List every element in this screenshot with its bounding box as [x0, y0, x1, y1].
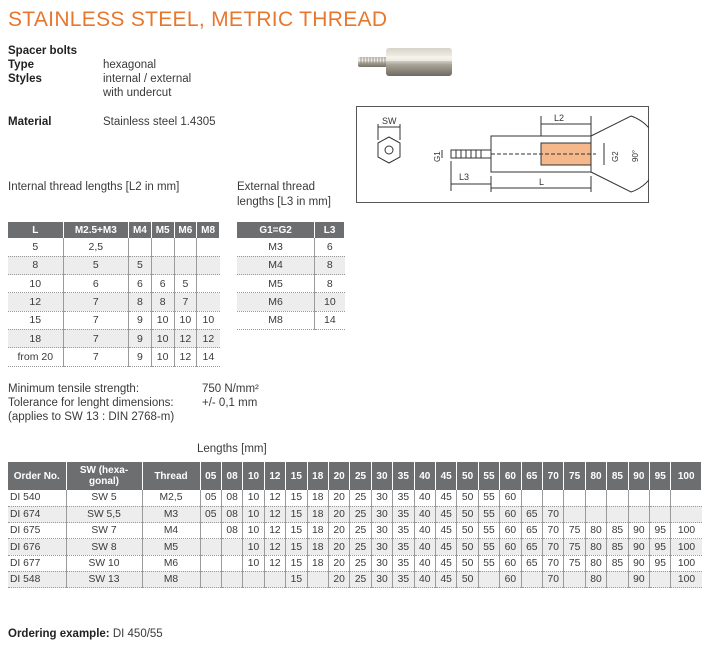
- table-header-row: [237, 222, 345, 238]
- length-cell: 10: [243, 490, 264, 506]
- length-cell: 50: [457, 555, 478, 571]
- table-cell: M4: [237, 256, 315, 274]
- length-cell: 08: [221, 490, 242, 506]
- thread-size: M6: [142, 555, 200, 571]
- length-cell: 45: [435, 523, 456, 539]
- g2-label: G2: [611, 151, 620, 162]
- length-header: 85: [607, 462, 628, 490]
- length-cell: [585, 490, 606, 506]
- length-cell: 70: [543, 571, 564, 587]
- type-value: hexagonal: [103, 59, 157, 71]
- angle-label: 90°: [631, 149, 640, 162]
- table-cell: M3: [237, 238, 315, 256]
- table-cell: [151, 238, 174, 256]
- length-cell: 18: [307, 523, 328, 539]
- table-cell: 9: [129, 311, 152, 329]
- thread-size: M2,5: [142, 490, 200, 506]
- length-cell: [607, 490, 628, 506]
- length-cell: 15: [286, 506, 307, 522]
- length-header: 20: [328, 462, 349, 490]
- sw-size: SW 5,5: [66, 506, 142, 522]
- length-cell: 50: [457, 539, 478, 555]
- table-cell: 8: [315, 275, 345, 293]
- tensile-value: 750 N/mm²: [202, 383, 259, 395]
- length-cell: 25: [350, 490, 371, 506]
- length-cell: 95: [650, 539, 671, 555]
- styles-value-2: with undercut: [103, 87, 172, 99]
- page-title: STAINLESS STEEL, METRIC THREAD: [8, 8, 388, 31]
- length-cell: [650, 571, 671, 587]
- table-cell: 6: [129, 275, 152, 293]
- length-cell: 70: [543, 539, 564, 555]
- table-cell: 12: [8, 293, 63, 311]
- length-cell: 40: [414, 571, 435, 587]
- table-cell: 10: [174, 311, 197, 329]
- length-cell: 12: [264, 506, 285, 522]
- table-cell: 10: [315, 293, 345, 311]
- length-header: 10: [243, 462, 264, 490]
- length-header: 08: [221, 462, 242, 490]
- table-row: [8, 311, 220, 329]
- table-cell: [174, 238, 197, 256]
- length-cell: 10: [243, 539, 264, 555]
- table-cell: 7: [63, 329, 129, 347]
- length-cell: 90: [628, 571, 649, 587]
- length-cell: [671, 506, 702, 522]
- table-row: [8, 293, 220, 311]
- length-cell: 100: [671, 539, 702, 555]
- table-cell: 9: [129, 329, 152, 347]
- length-cell: 40: [414, 490, 435, 506]
- column-header: L: [8, 222, 63, 238]
- length-cell: 15: [286, 523, 307, 539]
- length-cell: 10: [243, 555, 264, 571]
- length-cell: [564, 506, 585, 522]
- length-cell: 90: [628, 555, 649, 571]
- table-cell: 14: [197, 348, 220, 366]
- length-cell: 70: [543, 555, 564, 571]
- table-cell: M6: [237, 293, 315, 311]
- length-cell: [264, 571, 285, 587]
- length-cell: 60: [500, 555, 521, 571]
- table-cell: 10: [8, 275, 63, 293]
- table-cell: 10: [197, 311, 220, 329]
- length-header: 100: [671, 462, 702, 490]
- table-cell: 10: [151, 329, 174, 347]
- length-cell: 70: [543, 506, 564, 522]
- length-cell: [564, 490, 585, 506]
- length-cell: 95: [650, 523, 671, 539]
- length-cell: 100: [671, 523, 702, 539]
- length-cell: [521, 490, 542, 506]
- table-cell: 2,5: [63, 238, 129, 256]
- table-row: [8, 348, 220, 366]
- length-cell: 12: [264, 490, 285, 506]
- material-label: Material: [8, 116, 52, 128]
- tolerance-value: +/- 0,1 mm: [202, 397, 258, 409]
- length-cell: 70: [543, 523, 564, 539]
- length-cell: 12: [264, 539, 285, 555]
- table-row: [8, 490, 702, 506]
- table-cell: 5: [129, 256, 152, 274]
- length-cell: 12: [264, 555, 285, 571]
- order-number: DI 548: [8, 571, 66, 587]
- table-row: [237, 311, 345, 329]
- length-cell: [221, 555, 242, 571]
- table-row: [8, 555, 702, 571]
- table-cell: 6: [315, 238, 345, 256]
- length-cell: 18: [307, 490, 328, 506]
- table-cell: 10: [151, 348, 174, 366]
- length-cell: 80: [585, 539, 606, 555]
- length-cell: 55: [478, 523, 499, 539]
- type-label: Type: [8, 59, 34, 71]
- length-cell: 50: [457, 490, 478, 506]
- sw-size: SW 8: [66, 539, 142, 555]
- table-row: [237, 256, 345, 274]
- col-order-no: Order No.: [8, 462, 66, 490]
- length-cell: [607, 506, 628, 522]
- table-cell: 15: [8, 311, 63, 329]
- length-cell: 60: [500, 571, 521, 587]
- table-cell: from 20: [8, 348, 63, 366]
- table-cell: 14: [315, 311, 345, 329]
- length-cell: 50: [457, 571, 478, 587]
- table-cell: 18: [8, 329, 63, 347]
- length-cell: 35: [393, 523, 414, 539]
- length-cell: [543, 490, 564, 506]
- length-cell: [521, 571, 542, 587]
- length-cell: 100: [671, 555, 702, 571]
- table-cell: [174, 256, 197, 274]
- length-cell: 75: [564, 523, 585, 539]
- length-cell: 85: [607, 523, 628, 539]
- length-cell: [221, 571, 242, 587]
- column-header: M5: [151, 222, 174, 238]
- length-header: 70: [543, 462, 564, 490]
- column-header: M8: [197, 222, 220, 238]
- length-header: 18: [307, 462, 328, 490]
- ordering-example: [8, 627, 163, 641]
- thread-size: M8: [142, 571, 200, 587]
- length-header: 55: [478, 462, 499, 490]
- length-cell: 100: [671, 571, 702, 587]
- table-cell: 12: [174, 329, 197, 347]
- length-cell: 80: [585, 523, 606, 539]
- length-cell: [671, 490, 702, 506]
- length-cell: 55: [478, 490, 499, 506]
- order-number: DI 675: [8, 523, 66, 539]
- styles-label: Styles: [8, 73, 42, 85]
- length-cell: 18: [307, 506, 328, 522]
- length-cell: 55: [478, 506, 499, 522]
- table-header-row: [8, 222, 220, 238]
- length-cell: 65: [521, 555, 542, 571]
- table-cell: 5: [63, 256, 129, 274]
- length-cell: 10: [243, 523, 264, 539]
- styles-value-1: internal / external: [103, 73, 192, 85]
- length-header: 95: [650, 462, 671, 490]
- internal-heading: Internal thread lengths [L2 in mm]: [8, 181, 180, 193]
- length-cell: [307, 571, 328, 587]
- table-row: [8, 256, 220, 274]
- table-row: [8, 329, 220, 347]
- sw-size: SW 5: [66, 490, 142, 506]
- thread-size: M4: [142, 523, 200, 539]
- length-header: 75: [564, 462, 585, 490]
- length-cell: 50: [457, 523, 478, 539]
- length-cell: [200, 555, 221, 571]
- length-header: 45: [435, 462, 456, 490]
- tolerance-label: Tolerance for lenght dimensions:: [8, 397, 174, 409]
- internal-thread-table: [8, 222, 220, 367]
- length-cell: 90: [628, 539, 649, 555]
- length-cell: 95: [650, 555, 671, 571]
- length-cell: 40: [414, 523, 435, 539]
- table-cell: M5: [237, 275, 315, 293]
- table-cell: 8: [151, 293, 174, 311]
- length-cell: 60: [500, 539, 521, 555]
- length-cell: [243, 571, 264, 587]
- table-row: [237, 238, 345, 256]
- l-label: L: [539, 177, 545, 187]
- length-cell: 08: [221, 523, 242, 539]
- table-cell: 5: [174, 275, 197, 293]
- order-number: DI 677: [8, 555, 66, 571]
- length-cell: 80: [585, 555, 606, 571]
- table-cell: [197, 238, 220, 256]
- col-sw: SW (hexa- gonal): [66, 462, 142, 490]
- length-cell: 20: [328, 490, 349, 506]
- length-cell: 15: [286, 555, 307, 571]
- column-header: M2.5+M3: [63, 222, 129, 238]
- length-cell: [585, 506, 606, 522]
- table-row: [8, 238, 220, 256]
- length-header: 65: [521, 462, 542, 490]
- table-cell: [197, 275, 220, 293]
- length-cell: 90: [628, 523, 649, 539]
- length-cell: 15: [286, 490, 307, 506]
- spacer-bolt-image: [350, 42, 460, 82]
- length-cell: 50: [457, 506, 478, 522]
- length-cell: [200, 571, 221, 587]
- length-cell: 75: [564, 555, 585, 571]
- length-cell: 35: [393, 506, 414, 522]
- ordering-value: DI 450/55: [112, 628, 163, 640]
- length-header: 25: [350, 462, 371, 490]
- length-cell: [200, 523, 221, 539]
- length-cell: 25: [350, 539, 371, 555]
- product-label: Spacer bolts: [8, 45, 78, 57]
- table-row: [8, 523, 702, 539]
- length-cell: 25: [350, 571, 371, 587]
- length-cell: 45: [435, 539, 456, 555]
- tensile-label: Minimum tensile strength:: [8, 383, 140, 395]
- column-header: L3: [315, 222, 345, 238]
- length-cell: 30: [371, 523, 392, 539]
- length-cell: 20: [328, 539, 349, 555]
- length-cell: 35: [393, 490, 414, 506]
- length-header: 40: [414, 462, 435, 490]
- length-cell: 10: [243, 506, 264, 522]
- length-cell: 55: [478, 539, 499, 555]
- table-row: [8, 571, 702, 587]
- table-cell: [151, 256, 174, 274]
- length-header: 35: [393, 462, 414, 490]
- length-header: 12: [264, 462, 285, 490]
- length-cell: 08: [221, 506, 242, 522]
- sw-size: SW 10: [66, 555, 142, 571]
- length-cell: 15: [286, 539, 307, 555]
- table-cell: 8: [129, 293, 152, 311]
- length-cell: 18: [307, 555, 328, 571]
- length-cell: 55: [478, 555, 499, 571]
- external-heading-1: External thread: [237, 181, 315, 193]
- sw-size: SW 7: [66, 523, 142, 539]
- lengths-caption: Lengths [mm]: [197, 443, 267, 455]
- column-header: G1=G2: [237, 222, 315, 238]
- order-number: DI 676: [8, 539, 66, 555]
- length-cell: 20: [328, 506, 349, 522]
- length-cell: 20: [328, 523, 349, 539]
- external-thread-table: [237, 222, 345, 330]
- length-cell: 60: [500, 490, 521, 506]
- sw-label: SW: [382, 116, 397, 126]
- table-cell: 7: [63, 293, 129, 311]
- material-value: Stainless steel 1.4305: [103, 116, 216, 128]
- length-cell: 20: [328, 571, 349, 587]
- table-cell: 5: [8, 238, 63, 256]
- table-cell: 12: [197, 329, 220, 347]
- technical-drawing: [356, 106, 649, 203]
- length-cell: 25: [350, 523, 371, 539]
- table-row: [8, 539, 702, 555]
- l3-label: L3: [459, 172, 470, 182]
- length-cell: 60: [500, 506, 521, 522]
- table-cell: 9: [129, 348, 152, 366]
- ordering-label: Ordering example:: [8, 628, 110, 640]
- order-number: DI 674: [8, 506, 66, 522]
- table-cell: 7: [63, 348, 129, 366]
- length-cell: 35: [393, 555, 414, 571]
- col-thread: Thread: [142, 462, 200, 490]
- l2-label: L2: [554, 113, 565, 123]
- length-cell: 45: [435, 571, 456, 587]
- column-header: M4: [129, 222, 152, 238]
- table-row: [8, 506, 702, 522]
- table-cell: 7: [174, 293, 197, 311]
- length-cell: 45: [435, 490, 456, 506]
- length-cell: 12: [264, 523, 285, 539]
- thread-size: M5: [142, 539, 200, 555]
- table-cell: 6: [63, 275, 129, 293]
- length-cell: 40: [414, 555, 435, 571]
- length-cell: 05: [200, 506, 221, 522]
- length-cell: [564, 571, 585, 587]
- length-cell: 30: [371, 490, 392, 506]
- order-number: DI 540: [8, 490, 66, 506]
- length-cell: 05: [200, 490, 221, 506]
- length-cell: 40: [414, 539, 435, 555]
- table-cell: [197, 256, 220, 274]
- order-table: [8, 462, 702, 588]
- length-cell: [650, 506, 671, 522]
- length-cell: 60: [500, 523, 521, 539]
- table-cell: [197, 293, 220, 311]
- length-cell: 30: [371, 555, 392, 571]
- table-cell: 8: [315, 256, 345, 274]
- column-header: M6: [174, 222, 197, 238]
- table-cell: [129, 238, 152, 256]
- length-cell: 85: [607, 539, 628, 555]
- length-cell: 30: [371, 571, 392, 587]
- table-cell: 12: [174, 348, 197, 366]
- length-header: 90: [628, 462, 649, 490]
- length-cell: [200, 539, 221, 555]
- length-cell: 85: [607, 555, 628, 571]
- external-heading-2: lengths [L3 in mm]: [237, 196, 331, 208]
- length-cell: [221, 539, 242, 555]
- length-cell: 30: [371, 539, 392, 555]
- length-cell: 65: [521, 506, 542, 522]
- length-cell: [628, 490, 649, 506]
- length-header: 60: [500, 462, 521, 490]
- length-cell: 25: [350, 506, 371, 522]
- length-cell: 80: [585, 571, 606, 587]
- length-cell: 45: [435, 555, 456, 571]
- thread-size: M3: [142, 506, 200, 522]
- length-cell: 30: [371, 506, 392, 522]
- length-cell: 15: [286, 571, 307, 587]
- length-cell: [478, 571, 499, 587]
- length-cell: 75: [564, 539, 585, 555]
- length-header: 15: [286, 462, 307, 490]
- length-header: 80: [585, 462, 606, 490]
- table-row: [237, 293, 345, 311]
- length-cell: 35: [393, 539, 414, 555]
- table-row: [8, 275, 220, 293]
- length-cell: [650, 490, 671, 506]
- length-cell: 18: [307, 539, 328, 555]
- g1-label: G1: [433, 151, 442, 162]
- length-cell: 40: [414, 506, 435, 522]
- applies-note: (applies to SW 13 : DIN 2768-m): [8, 411, 175, 423]
- length-cell: 65: [521, 539, 542, 555]
- length-cell: 20: [328, 555, 349, 571]
- table-row: [237, 275, 345, 293]
- length-header: 05: [200, 462, 221, 490]
- table-cell: 6: [151, 275, 174, 293]
- length-header: 50: [457, 462, 478, 490]
- sw-size: SW 13: [66, 571, 142, 587]
- length-cell: 65: [521, 523, 542, 539]
- length-header: 30: [371, 462, 392, 490]
- table-cell: M8: [237, 311, 315, 329]
- length-cell: 35: [393, 571, 414, 587]
- length-cell: [607, 571, 628, 587]
- spec-block: [8, 44, 77, 58]
- length-cell: 25: [350, 555, 371, 571]
- length-cell: [628, 506, 649, 522]
- table-cell: 8: [8, 256, 63, 274]
- length-cell: 45: [435, 506, 456, 522]
- table-cell: 7: [63, 311, 129, 329]
- table-cell: 10: [151, 311, 174, 329]
